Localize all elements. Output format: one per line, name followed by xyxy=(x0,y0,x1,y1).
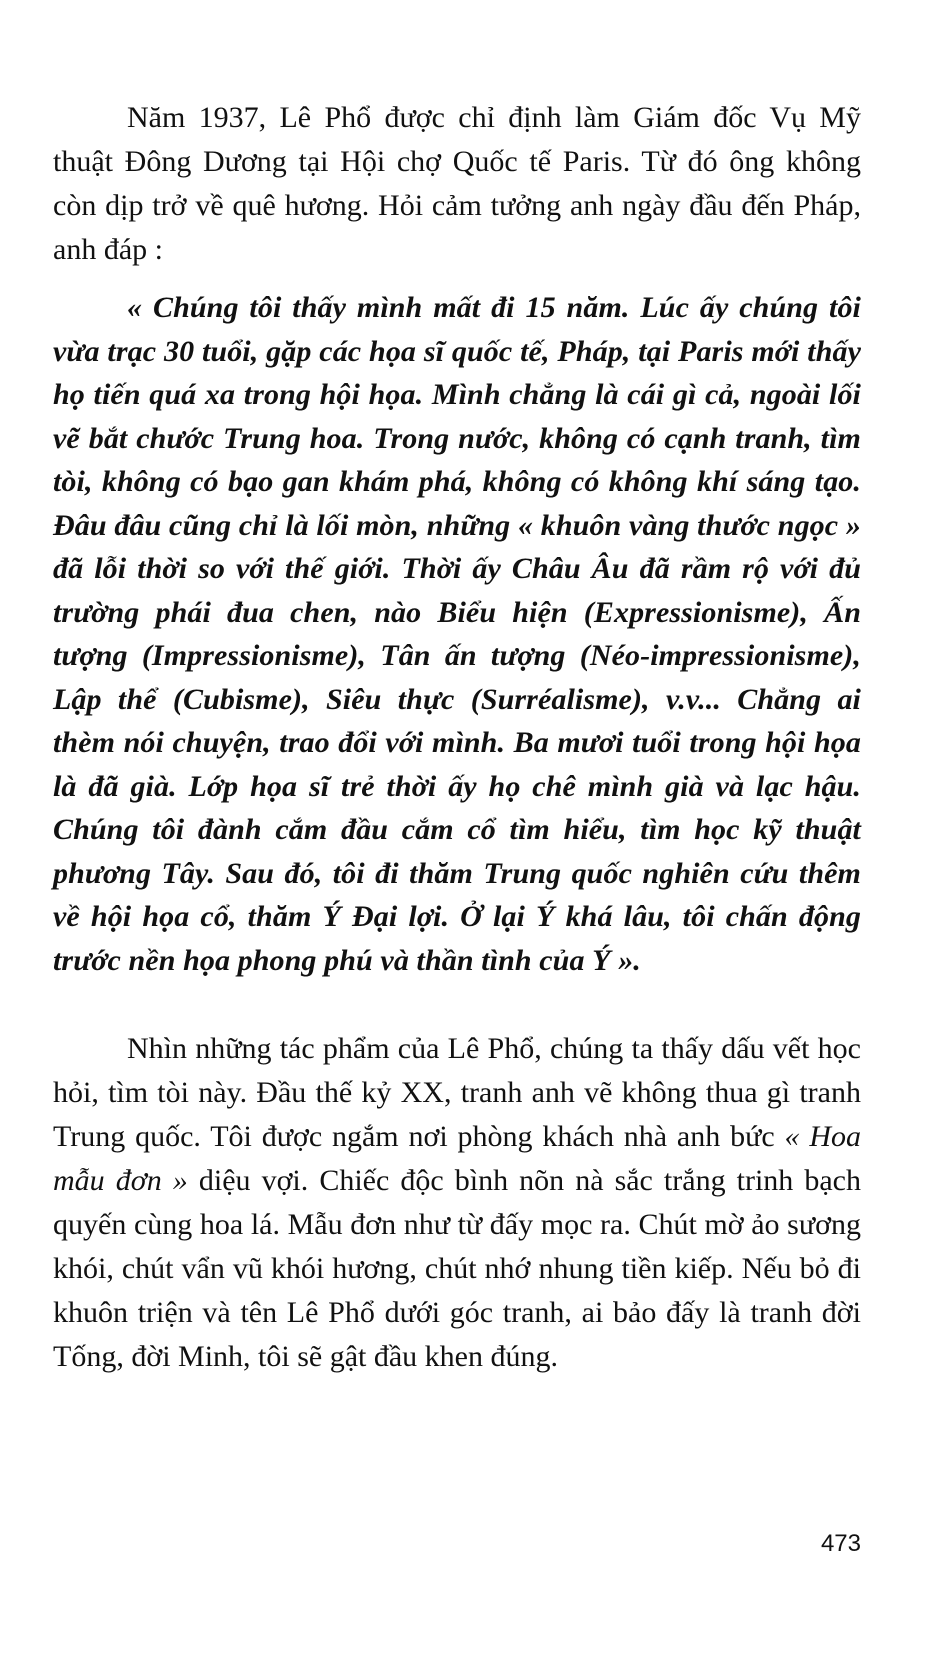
paragraph-intro: Năm 1937, Lê Phổ được chỉ định làm Giám đốc Vụ Mỹ thuật Đông Dương tại Hội chợ Quốc tế Paris. Từ đó ông không còn dịp trở về quê hương. Hỏi cảm tưởng anh ngày đầu đến Pháp, anh đáp : xyxy=(53,101,861,266)
paragraph-artwork xyxy=(53,1027,861,1379)
paragraph-quote: « Chúng tôi thấy mình mất đi 15 năm. Lúc ấy chúng tôi vừa trạc 30 tuổi, gặp các họa sĩ quốc tế, Pháp, tại Paris mới thấy họ tiến quá xa trong hội họa. Mình chẳng là cái gì cả, ngoài lối vẽ bắt chước Trung hoa. Trong nước, không có cạnh tranh, tìm tòi, không có bạo gan khám phá, không có không khí sáng tạo. Đâu đâu cũng chỉ là lối mòn, những « khuôn vàng thước ngọc » đã lỗi thời so với thế giới. Thời ấy Châu Âu đã rầm rộ với đủ trường phái đua chen, nào Biểu hiện (Expressionisme), Ấn tượng (Impressionisme), Tân ấn tượng (Néo-impressionisme), Lập thể (Cubisme), Siêu thực (Surréalisme), v.v... Chẳng ai thèm nói chuyện, trao đổi với mình. Ba mươi tuổi trong hội họa là đã già. Lớp họa sĩ trẻ thời ấy họ chê mình già và lạc hậu. Chúng tôi đành cắm đầu cắm cổ tìm hiểu, tìm học kỹ thuật phương Tây. Sau đó, tôi đi thăm Trung quốc nghiên cứu thêm về hội họa cổ, thăm Ý Đại lợi. Ở lại Ý khá lâu, tôi chấn động trước nền họa phong phú và thần tình của Ý ». xyxy=(53,291,861,977)
page-number: 473 xyxy=(820,1530,861,1557)
paragraph-artwork-text-end: diệu vợi. Chiếc độc bình nõn nà sắc trắng trinh bạch quyến cùng hoa lá. Mẫu đơn như từ đấy mọc ra. Chút mờ ảo sương khói, chút vẩn vũ khói hương, chút nhớ nhung tiền kiếp. Nếu bỏ đi khuôn triện và tên Lê Phổ dưới góc tranh, ai bảo đấy là tranh đời Tống, đời Minh, tôi sẽ gật đầu khen đúng. xyxy=(53,1164,861,1373)
artwork-title: « Hoa mẫu đơn » xyxy=(53,1120,861,1197)
paragraph-artwork-text-start: Nhìn những tác phẩm của Lê Phổ, chúng ta thấy dấu vết học hỏi, tìm tòi này. Đầu thế kỷ XX, tranh anh vẽ không thua gì tranh Trung quốc. Tôi được ngắm nơi phòng khách nhà anh bức xyxy=(53,1032,861,1153)
